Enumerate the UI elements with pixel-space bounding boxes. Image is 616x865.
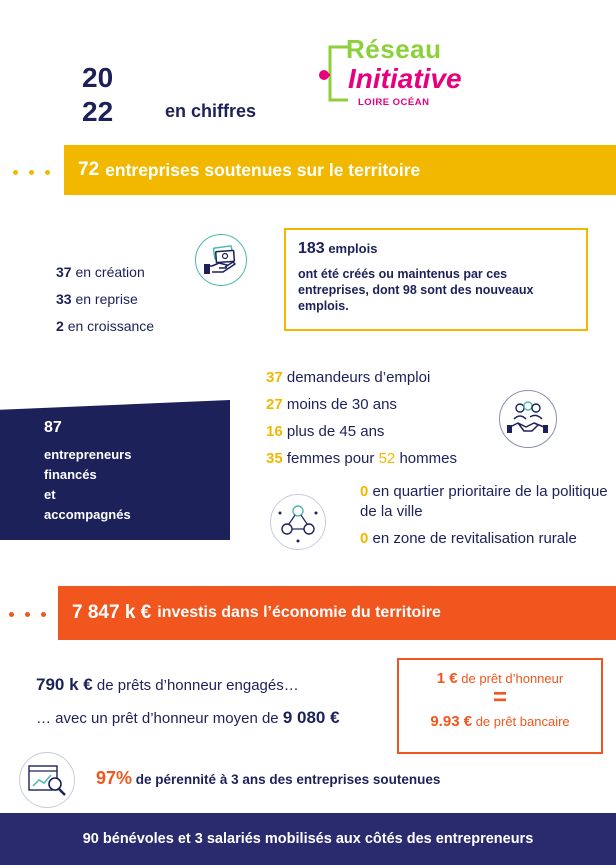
entrepreneurs-line1: entrepreneurs xyxy=(44,447,132,462)
survival-row xyxy=(96,768,440,789)
profile-num: 37 xyxy=(266,369,283,386)
jobs-number-label: emplois xyxy=(328,241,378,256)
women-label: femmes pour xyxy=(286,450,375,467)
banner-entreprises xyxy=(64,145,616,195)
loans-average: 9 080 € xyxy=(282,708,340,727)
profile-label: demandeurs d’emploi xyxy=(286,369,431,386)
banner1-number: 72 xyxy=(78,159,100,180)
jobs-number: 183 xyxy=(298,240,325,257)
entrepreneurs-number: 87 xyxy=(44,419,62,436)
entrepreneurs-text xyxy=(44,419,131,525)
year-top: 20 xyxy=(82,62,114,93)
leverage-bottom-num: 9.93 € xyxy=(430,713,473,730)
men-num: 52 xyxy=(378,450,396,467)
profile-label: plus de 45 ans xyxy=(286,423,385,440)
croissance-label: en croissance xyxy=(67,318,155,334)
creation-num: 37 xyxy=(56,264,72,280)
profile-row-1 xyxy=(266,369,430,386)
survival-text: de pérennité à 3 ans des entreprises soutenues xyxy=(135,772,441,787)
banner1-dots xyxy=(13,170,50,175)
zone-num: 0 xyxy=(360,483,369,500)
zone-row-1 xyxy=(360,482,610,522)
banner2-dots xyxy=(9,612,46,617)
profile-num: 16 xyxy=(266,423,283,440)
creation-row-2 xyxy=(56,291,138,307)
page-subtitle: en chiffres xyxy=(165,101,257,121)
zone-label: en zone de revitalisation rurale xyxy=(372,530,577,547)
banner-investissement xyxy=(58,586,616,640)
croissance-num: 2 xyxy=(56,318,64,334)
jobs-box xyxy=(284,228,588,331)
entrepreneurs-line2: financés xyxy=(44,467,97,482)
gender-row xyxy=(266,450,457,467)
zone-num: 0 xyxy=(360,530,369,547)
reseau-initiative-logo xyxy=(316,34,516,118)
creation-row-1 xyxy=(56,264,145,280)
profile-num: 27 xyxy=(266,396,283,413)
leverage-top-num: 1 € xyxy=(436,670,458,687)
loans-line1 xyxy=(36,675,299,695)
money-hand-icon xyxy=(195,234,247,286)
profile-label: moins de 30 ans xyxy=(286,396,397,413)
banner2-text: investis dans l’économie du territoire xyxy=(157,604,441,621)
footer-text: 90 bénévoles et 3 salariés mobilisés aux côtés des entrepreneurs xyxy=(82,831,534,847)
logo-line2: Initiative xyxy=(348,63,462,94)
survival-percent: 97% xyxy=(96,768,133,788)
banner2-number: 7 847 k € xyxy=(72,602,152,623)
leverage-bottom-text: de prêt bancaire xyxy=(475,714,570,729)
chart-magnifier-icon xyxy=(19,752,75,808)
profile-row-3 xyxy=(266,423,384,440)
banner1-text: entreprises soutenues sur le territoire xyxy=(105,159,421,180)
entrepreneurs-line3: et xyxy=(44,487,56,502)
loans-total: 790 k € xyxy=(36,675,93,694)
footer-banner xyxy=(0,813,616,865)
zone-label: en quartier prioritaire de la politique de la ville xyxy=(360,483,608,520)
loans-total-label: de prêts d’honneur engagés… xyxy=(96,677,299,694)
zone-row-2 xyxy=(360,530,577,547)
reprise-num: 33 xyxy=(56,291,72,307)
profile-row-2 xyxy=(266,396,397,413)
women-num: 35 xyxy=(266,450,283,467)
leverage-bottom xyxy=(399,713,601,730)
entrepreneurs-line4: accompagnés xyxy=(44,507,131,522)
jobs-headline xyxy=(298,240,576,258)
jobs-text: ont été créés ou maintenus par ces entreprises, dont 98 sont des nouveaux emplois. xyxy=(298,267,534,313)
men-label: hommes xyxy=(399,450,457,467)
logo-line1: Réseau xyxy=(346,34,442,64)
creation-row-3 xyxy=(56,318,154,334)
year-bottom: 22 xyxy=(82,96,114,127)
loans-line2 xyxy=(36,708,340,728)
team-handshake-icon xyxy=(499,390,557,448)
network-people-icon xyxy=(270,494,326,550)
leverage-box xyxy=(397,658,603,754)
creation-label: en création xyxy=(75,264,145,280)
equals-sign: = xyxy=(492,684,507,711)
leverage-top-text: de prêt d’honneur xyxy=(461,671,564,686)
logo-line3: LOIRE OCÉAN xyxy=(358,97,430,108)
loans-average-label: … avec un prêt d’honneur moyen de xyxy=(36,710,279,727)
reprise-label: en reprise xyxy=(75,291,138,307)
